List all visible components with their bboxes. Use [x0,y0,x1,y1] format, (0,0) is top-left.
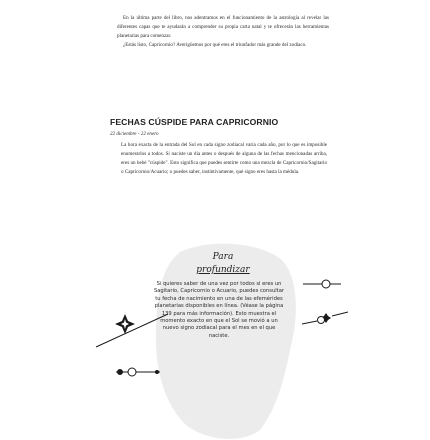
intro-paragraph: En la última parte del libro, nos adentramos en el funcionamiento de la astrología al revelar las diferentes capas que te ayudarán a comprender su propia carta natal y te ofrecerán las herramientas planetarias para comenzar. [117,15,329,39]
cusp-heading: FECHAS CÚSPIDE PARA CAPRICORNIO [110,117,279,127]
intro-paragraph: ¿Estás listo, Capricornio? Averigüemos por qué eres el triunfador más grande del zodiaco. [123,42,307,48]
sidebar-title-line: profundizar [196,265,250,275]
sidebar-title [150,251,296,277]
sidebar-body-text: Si quieres saber de una vez por todos si eres un Sagitario, Capricornio o Acuario, puedes consultar tu fecha de nacimiento en una de las efemérides planetarias disponibles en línea. (Véase la página 139 para más información). Esto muestra el momento exacto en que el Sol se movió a un nuevo signo zodiacal para el mes en el que naciste. [153,281,285,339]
constellation-line-icon [303,280,341,288]
constellation-line-icon [302,312,348,324]
cusp-body-text: La hora exacta de la entrada del Sol en cada signo zodiacal varía cada año, por lo que es imposible enumerarlos a todos. Si naciste un día antes o después de alguna de las fechas mencionadas arriba, eres un bebé "cúspide". Esto significa que puedes sentirte como una mezcla de Capricornio/Sagitario o Capricornio/Acuario; o puedes saber, instintivamente, qué signo eres hasta la médula. [121,142,327,175]
intro-text [117,14,329,50]
cusp-dates: 22 diciembre - 22 enero [110,131,159,137]
sidebar-title-line: Para [212,252,234,262]
